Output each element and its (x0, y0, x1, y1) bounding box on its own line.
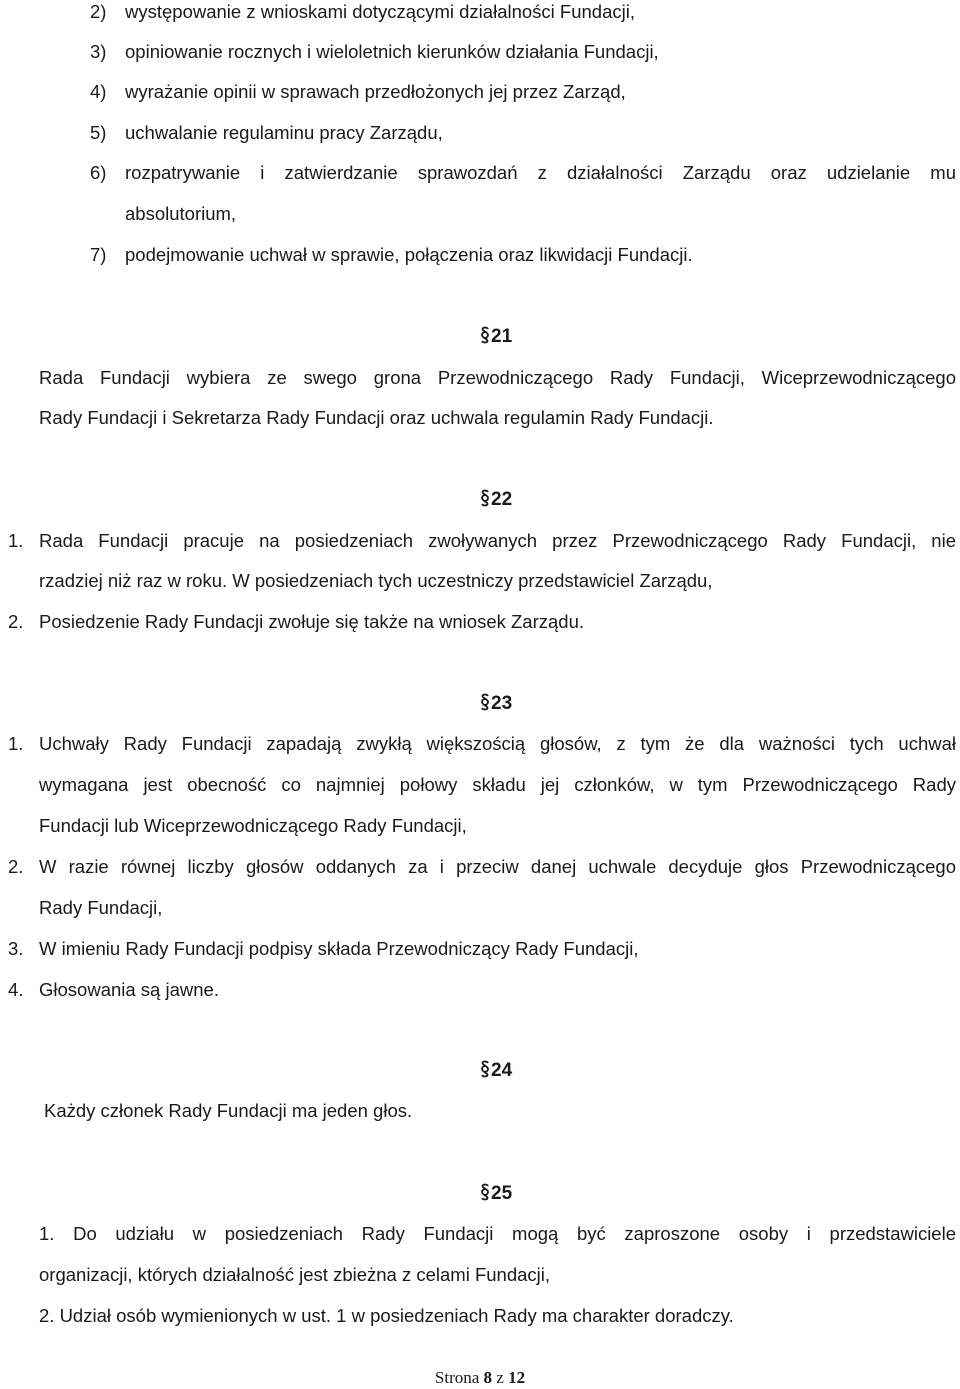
section-23-item-4: Głosowania są jawne. (39, 979, 219, 1000)
list-item-text: rozpatrywanie i zatwierdzanie sprawozdań z działalności Zarządu oraz udzielanie mu (125, 162, 956, 183)
page-footer (0, 1367, 960, 1389)
section-23-item-1: Uchwały Rady Fundacji zapadają zwykłą większością głosów, z tym że dla ważności tych uchwał (39, 733, 956, 754)
section-24-paragraph: Każdy członek Rady Fundacji ma jeden głos. (44, 1100, 413, 1121)
current-page-number: 8 (483, 1368, 493, 1387)
list-item-text: występowanie z wnioskami dotyczącymi działalności Fundacji, (125, 1, 635, 22)
list-item-number: 2. (8, 856, 24, 877)
list-item-text-continued: absolutorium, (125, 203, 237, 224)
list-item-text: uchwalanie regulaminu pracy Zarządu, (125, 122, 443, 143)
section-sign-icon (479, 326, 491, 344)
section-25-item-2: 2. Udział osób wymienionych w ust. 1 w posiedzeniach Rady ma charakter doradczy. (39, 1305, 734, 1326)
section-21-paragraph-continued: Rady Fundacji i Sekretarza Rady Fundacji oraz uchwala regulamin Rady Fundacji. (39, 407, 714, 428)
list-item-number: 1. (8, 530, 24, 551)
list-item-number: 6) (90, 162, 107, 183)
section-sign-icon (479, 1183, 491, 1201)
list-item-number: 3) (90, 41, 107, 62)
section-heading-21 (479, 325, 512, 349)
list-item-number: 1. (8, 733, 24, 754)
section-23-item-2-continued: Rady Fundacji, (39, 897, 163, 918)
section-sign-icon (479, 489, 491, 507)
section-heading-25 (479, 1182, 512, 1206)
section-number: 22 (491, 489, 513, 510)
section-22-item-1-continued: rzadziej niż raz w roku. W posiedzeniach tych uczestniczy przedstawiciel Zarządu, (39, 570, 713, 591)
section-21-paragraph: Rada Fundacji wybiera ze swego grona Przewodniczącego Rady Fundacji, Wiceprzewodniczącego (39, 367, 956, 388)
section-number: 24 (491, 1060, 513, 1081)
list-item-number: 3. (8, 938, 24, 959)
section-sign-icon (479, 1060, 491, 1078)
list-item-number: 4. (8, 979, 24, 1000)
list-item-text: opiniowanie rocznych i wieloletnich kierunków działania Fundacji, (125, 41, 659, 62)
list-item-number: 4) (90, 81, 107, 102)
section-23-item-1-continued: Fundacji lub Wiceprzewodniczącego Rady Fundacji, (39, 815, 467, 836)
footer-prefix: Strona (434, 1368, 480, 1387)
footer-separator: z (496, 1368, 504, 1387)
section-number: 25 (491, 1183, 513, 1204)
list-item-number: 7) (90, 244, 107, 265)
total-pages: 12 (508, 1368, 526, 1387)
section-22-item-1: Rada Fundacji pracuje na posiedzeniach zwoływanych przez Przewodniczącego Rady Fundacji, nie (39, 530, 956, 551)
list-item-number: 5) (90, 122, 107, 143)
section-25-item-1-continued: organizacji, których działalność jest zbieżna z celami Fundacji, (39, 1264, 551, 1285)
section-heading-24 (479, 1059, 512, 1083)
section-23-item-3: W imieniu Rady Fundacji podpisy składa Przewodniczący Rady Fundacji, (39, 938, 639, 959)
section-number: 23 (491, 693, 513, 714)
section-23-item-1-continued: wymagana jest obecność co najmniej połowy składu jej członków, w tym Przewodniczącego Rady (39, 774, 956, 795)
section-25-item-1: 1. Do udziału w posiedzeniach Rady Fundacji mogą być zaproszone osoby i przedstawiciele (39, 1223, 956, 1244)
list-item-number: 2) (90, 1, 107, 22)
section-number: 21 (491, 326, 513, 347)
section-sign-icon (479, 693, 491, 711)
list-item-text: wyrażanie opinii w sprawach przedłożonych jej przez Zarząd, (125, 81, 626, 102)
section-22-item-2: Posiedzenie Rady Fundacji zwołuje się także na wniosek Zarządu. (39, 611, 585, 632)
list-item-number: 2. (8, 611, 24, 632)
section-heading-22 (479, 488, 512, 512)
section-23-item-2: W razie równej liczby głosów oddanych za i przeciw danej uchwale decyduje głos Przewodniczącego (39, 856, 956, 877)
section-heading-23 (479, 692, 512, 716)
list-item-text: podejmowanie uchwał w sprawie, połączenia oraz likwidacji Fundacji. (125, 244, 693, 265)
